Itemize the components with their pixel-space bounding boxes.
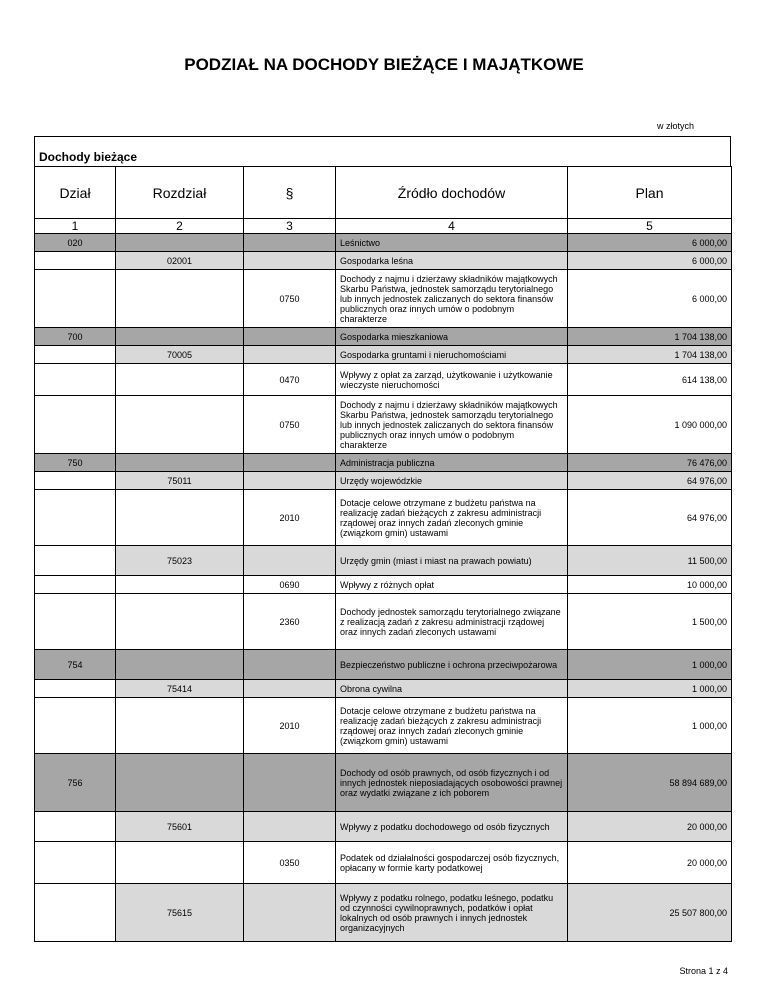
cell-paragraf — [244, 754, 336, 812]
section-header — [34, 136, 731, 166]
cell-paragraf — [244, 812, 336, 842]
col-number: 5 — [568, 219, 732, 234]
cell-zrodlo: Wpływy z podatku rolnego, podatku leśnego, podatku od czynności cywilnoprawnych, podatków i opłat lokalnych od osób prawnych i innych jednostek organizacyjnych — [336, 884, 568, 942]
table-body — [35, 234, 732, 942]
cell-plan: 1 090 000,00 — [568, 396, 732, 454]
cell-dzial — [35, 812, 116, 842]
cell-paragraf: 0690 — [244, 576, 336, 594]
cell-zrodlo: Dochody od osób prawnych, od osób fizycznych i od innych jednostek nieposiadających osobowości prawnej oraz wydatki związane z ich poborem — [336, 754, 568, 812]
cell-dzial: 750 — [35, 454, 116, 472]
cell-rozdzial: 70005 — [116, 346, 244, 364]
cell-plan: 20 000,00 — [568, 812, 732, 842]
cell-plan: 25 507 800,00 — [568, 884, 732, 942]
table-row — [35, 842, 732, 884]
cell-dzial — [35, 472, 116, 490]
table-row — [35, 884, 732, 942]
cell-zrodlo: Dotacje celowe otrzymane z budżetu państwa na realizację zadań bieżących z zakresu administracji rządowej oraz innych zadań zleconych gminie (związkom gmin) ustawami — [336, 698, 568, 754]
cell-dzial — [35, 594, 116, 650]
cell-paragraf: 0470 — [244, 364, 336, 396]
cell-dzial — [35, 698, 116, 754]
cell-paragraf: 2010 — [244, 490, 336, 546]
cell-paragraf: 0750 — [244, 396, 336, 454]
cell-dzial — [35, 252, 116, 270]
header-plan: Plan — [568, 167, 732, 219]
cell-zrodlo: Wpływy z podatku dochodowego od osób fizycznych — [336, 812, 568, 842]
cell-paragraf — [244, 680, 336, 698]
cell-plan: 614 138,00 — [568, 364, 732, 396]
cell-rozdzial — [116, 396, 244, 454]
cell-dzial: 700 — [35, 328, 116, 346]
cell-dzial — [35, 576, 116, 594]
cell-zrodlo: Podatek od działalności gospodarczej osób fizycznych, opłacany w formie karty podatkowej — [336, 842, 568, 884]
cell-paragraf: 2360 — [244, 594, 336, 650]
table-row — [35, 754, 732, 812]
cell-rozdzial: 75023 — [116, 546, 244, 576]
cell-rozdzial — [116, 490, 244, 546]
cell-dzial — [35, 364, 116, 396]
cell-rozdzial: 75011 — [116, 472, 244, 490]
cell-dzial — [35, 884, 116, 942]
cell-paragraf — [244, 234, 336, 252]
cell-paragraf — [244, 884, 336, 942]
cell-dzial — [35, 396, 116, 454]
cell-zrodlo: Obrona cywilna — [336, 680, 568, 698]
cell-zrodlo: Leśnictwo — [336, 234, 568, 252]
table-row — [35, 346, 732, 364]
cell-paragraf — [244, 472, 336, 490]
cell-paragraf: 0750 — [244, 270, 336, 328]
cell-paragraf — [244, 346, 336, 364]
cell-zrodlo: Dochody z najmu i dzierżawy składników majątkowych Skarbu Państwa, jednostek samorządu terytorialnego lub innych jednostek zaliczanych do sektora finansów publicznych oraz innych umów o podobnym charakterze — [336, 270, 568, 328]
table-row — [35, 396, 732, 454]
table-row — [35, 472, 732, 490]
header-row — [35, 167, 732, 219]
cell-dzial — [35, 842, 116, 884]
cell-rozdzial — [116, 594, 244, 650]
income-table — [34, 166, 732, 942]
cell-rozdzial — [116, 754, 244, 812]
table-row — [35, 270, 732, 328]
cell-rozdzial: 75414 — [116, 680, 244, 698]
cell-paragraf — [244, 650, 336, 680]
table-row — [35, 576, 732, 594]
table-row — [35, 328, 732, 346]
cell-zrodlo: Urzędy gmin (miast i miast na prawach powiatu) — [336, 546, 568, 576]
cell-zrodlo: Gospodarka leśna — [336, 252, 568, 270]
cell-plan: 64 976,00 — [568, 490, 732, 546]
cell-rozdzial — [116, 576, 244, 594]
cell-dzial — [35, 680, 116, 698]
cell-zrodlo: Dotacje celowe otrzymane z budżetu państwa na realizację zadań bieżących z zakresu administracji rządowej oraz innych zadań zleconych gminie (związkom gmin) ustawami — [336, 490, 568, 546]
cell-zrodlo: Urzędy wojewódzkie — [336, 472, 568, 490]
cell-dzial: 754 — [35, 650, 116, 680]
cell-dzial — [35, 546, 116, 576]
cell-paragraf — [244, 328, 336, 346]
cell-paragraf: 2010 — [244, 698, 336, 754]
cell-zrodlo: Wpływy z opłat za zarząd, użytkowanie i użytkowanie wieczyste nieruchomości — [336, 364, 568, 396]
cell-plan: 1 500,00 — [568, 594, 732, 650]
column-number-row — [35, 219, 732, 234]
cell-plan: 6 000,00 — [568, 270, 732, 328]
header-paragraf: § — [244, 167, 336, 219]
cell-plan: 11 500,00 — [568, 546, 732, 576]
cell-dzial — [35, 270, 116, 328]
cell-rozdzial: 75615 — [116, 884, 244, 942]
unit-label: w złotych — [656, 121, 694, 131]
cell-rozdzial — [116, 650, 244, 680]
cell-rozdzial: 75601 — [116, 812, 244, 842]
cell-dzial: 756 — [35, 754, 116, 812]
cell-rozdzial — [116, 234, 244, 252]
table-row — [35, 234, 732, 252]
table-row — [35, 698, 732, 754]
cell-zrodlo: Gospodarka gruntami i nieruchomościami — [336, 346, 568, 364]
cell-zrodlo: Dochody z najmu i dzierżawy składników majątkowych Skarbu Państwa, jednostek samorządu terytorialnego lub innych jednostek zaliczanych do sektora finansów publicznych oraz innych umów o podobnym charakterze — [336, 396, 568, 454]
cell-plan: 64 976,00 — [568, 472, 732, 490]
cell-dzial: 020 — [35, 234, 116, 252]
cell-paragraf: 0350 — [244, 842, 336, 884]
cell-zrodlo: Dochody jednostek samorządu terytorialnego związane z realizacją zadań z zakresu administracji rządowej oraz innych zadań zleconych ustawami — [336, 594, 568, 650]
cell-rozdzial — [116, 698, 244, 754]
cell-zrodlo: Wpływy z różnych opłat — [336, 576, 568, 594]
cell-plan: 20 000,00 — [568, 842, 732, 884]
cell-rozdzial — [116, 270, 244, 328]
cell-zrodlo: Bezpieczeństwo publiczne i ochrona przeciwpożarowa — [336, 650, 568, 680]
cell-rozdzial — [116, 454, 244, 472]
cell-plan: 76 476,00 — [568, 454, 732, 472]
cell-plan: 6 000,00 — [568, 252, 732, 270]
cell-plan: 10 000,00 — [568, 576, 732, 594]
table-row — [35, 454, 732, 472]
cell-paragraf — [244, 546, 336, 576]
cell-plan: 6 000,00 — [568, 234, 732, 252]
page-footer: Strona 1 z 4 — [679, 966, 728, 976]
cell-plan: 1 000,00 — [568, 650, 732, 680]
header-dzial: Dział — [35, 167, 116, 219]
cell-dzial — [35, 346, 116, 364]
cell-zrodlo: Administracja publiczna — [336, 454, 568, 472]
cell-plan: 1 000,00 — [568, 680, 732, 698]
cell-paragraf — [244, 252, 336, 270]
table-row — [35, 490, 732, 546]
section-title: Dochody bieżące — [39, 150, 138, 164]
cell-rozdzial: 02001 — [116, 252, 244, 270]
table-row — [35, 650, 732, 680]
header-zrodlo: Źródło dochodów — [336, 167, 568, 219]
cell-rozdzial — [116, 328, 244, 346]
table-row — [35, 812, 732, 842]
col-number: 2 — [116, 219, 244, 234]
cell-rozdzial — [116, 842, 244, 884]
table-row — [35, 364, 732, 396]
table-row — [35, 594, 732, 650]
header-rozdzial: Rozdział — [116, 167, 244, 219]
cell-rozdzial — [116, 364, 244, 396]
col-number: 3 — [244, 219, 336, 234]
cell-plan: 1 704 138,00 — [568, 328, 732, 346]
cell-plan: 58 894 689,00 — [568, 754, 732, 812]
cell-plan: 1 000,00 — [568, 698, 732, 754]
cell-plan: 1 704 138,00 — [568, 346, 732, 364]
table-row — [35, 680, 732, 698]
cell-zrodlo: Gospodarka mieszkaniowa — [336, 328, 568, 346]
table-row — [35, 252, 732, 270]
col-number: 1 — [35, 219, 116, 234]
col-number: 4 — [336, 219, 568, 234]
table-row — [35, 546, 732, 576]
cell-paragraf — [244, 454, 336, 472]
page-title: PODZIAŁ NA DOCHODY BIEŻĄCE I MAJĄTKOWE — [184, 55, 584, 74]
cell-dzial — [35, 490, 116, 546]
